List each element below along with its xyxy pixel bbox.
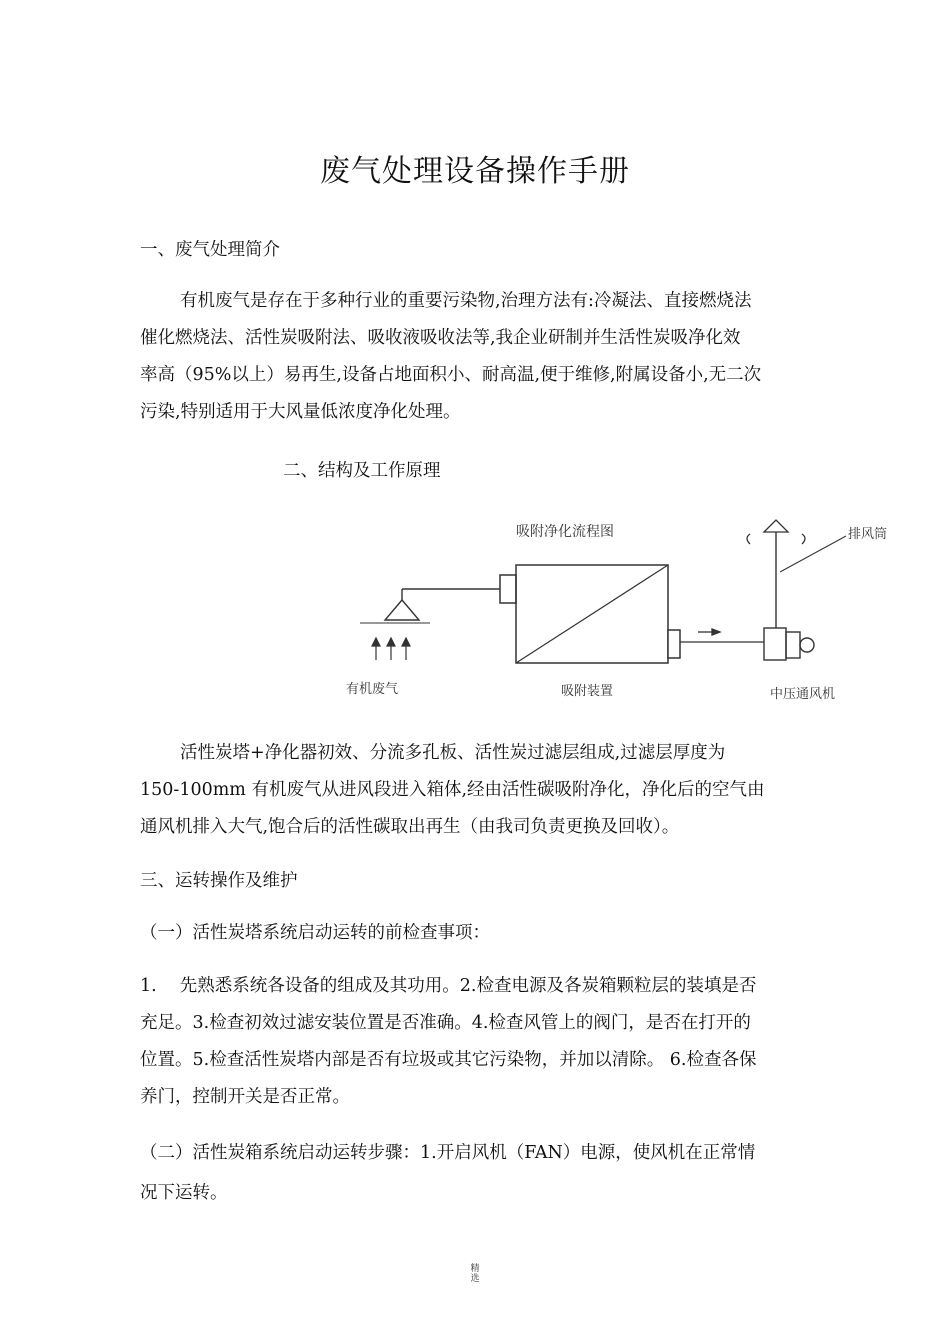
diagram-title: 吸附净化流程图	[516, 524, 614, 540]
adsorber-label: 吸附装置	[561, 684, 614, 699]
section-2-heading: 二、结构及工作原理	[283, 461, 441, 481]
footer-char: 精	[470, 1264, 480, 1274]
fan-icon	[764, 532, 814, 660]
section-1-paragraph	[140, 283, 820, 431]
exhaust-stack-label: 排风筒	[848, 527, 888, 542]
exhaust-stack-icon	[747, 520, 846, 572]
organic-gas-label: 有机废气	[346, 682, 399, 697]
section-2-paragraph	[140, 735, 820, 846]
paragraph-line: 1. 先熟悉系统各设备的组成及其功用。2.检查电源及各炭箱颗粒层的装填是否	[140, 976, 757, 996]
paragraph-line: 污染,特别适用于大风量低浓度净化处理。	[140, 402, 461, 422]
paragraph-line: 位置。5.检查活性炭塔内部是否有垃圾或其它污染物，并加以清除。 6.检查各保	[140, 1050, 757, 1070]
paragraph-line: （二）活性炭箱系统启动运转步骤：1.开启风机（FAN）电源，使风机在正常情	[140, 1143, 756, 1163]
fan-label: 中压通风机	[770, 687, 836, 702]
paragraph-line: 催化燃烧法、活性炭吸附法、吸收液吸收法等,我企业研制并生活性炭吸净化效	[140, 328, 741, 348]
intake-hood-icon	[360, 589, 500, 623]
paragraph-line: 养门，控制开关是否正常。	[140, 1087, 350, 1107]
adsorption-flow-diagram	[340, 510, 900, 710]
startup-steps-paragraph	[140, 1133, 820, 1213]
duct-flow-arrow-icon	[680, 629, 764, 642]
footer-char: 选	[470, 1274, 480, 1284]
adsorber-box-icon	[500, 565, 680, 663]
section-1-heading: 一、废气处理简介	[140, 240, 280, 260]
section-3-heading: 三、运转操作及维护	[140, 871, 298, 891]
paragraph-line: 率高（95%以上）易再生,设备占地面积小、耐高温,便于维修,附属设备小,无二次	[140, 365, 762, 385]
page-footer	[0, 1264, 950, 1284]
paragraph-line: 充足。3.检查初效过滤安装位置是否准确。4.检查风管上的阀门，是否在打开的	[140, 1013, 751, 1033]
upward-arrows-icon	[372, 638, 410, 660]
paragraph-line: 通风机排入大气,饱合后的活性碳取出再生（由我司负责更换及回收）。	[140, 817, 680, 837]
checklist-paragraph	[140, 968, 820, 1116]
paragraph-line: 况下运转。	[140, 1183, 228, 1203]
paragraph-line: 150-100mm 有机废气从进风段进入箱体,经由活性碳吸附净化，净化后的空气由	[140, 780, 765, 800]
subsection-1-heading: （一）活性炭塔系统启动运转的前检查事项：	[140, 923, 490, 943]
flow-diagram-svg	[340, 510, 900, 710]
page-title: 废气处理设备操作手册	[320, 154, 630, 189]
paragraph-line: 有机废气是存在于多种行业的重要污染物,治理方法有:冷凝法、直接燃烧法	[180, 291, 752, 311]
paragraph-line: 活性炭塔+净化器初效、分流多孔板、活性炭过滤层组成,过滤层厚度为	[180, 743, 726, 763]
